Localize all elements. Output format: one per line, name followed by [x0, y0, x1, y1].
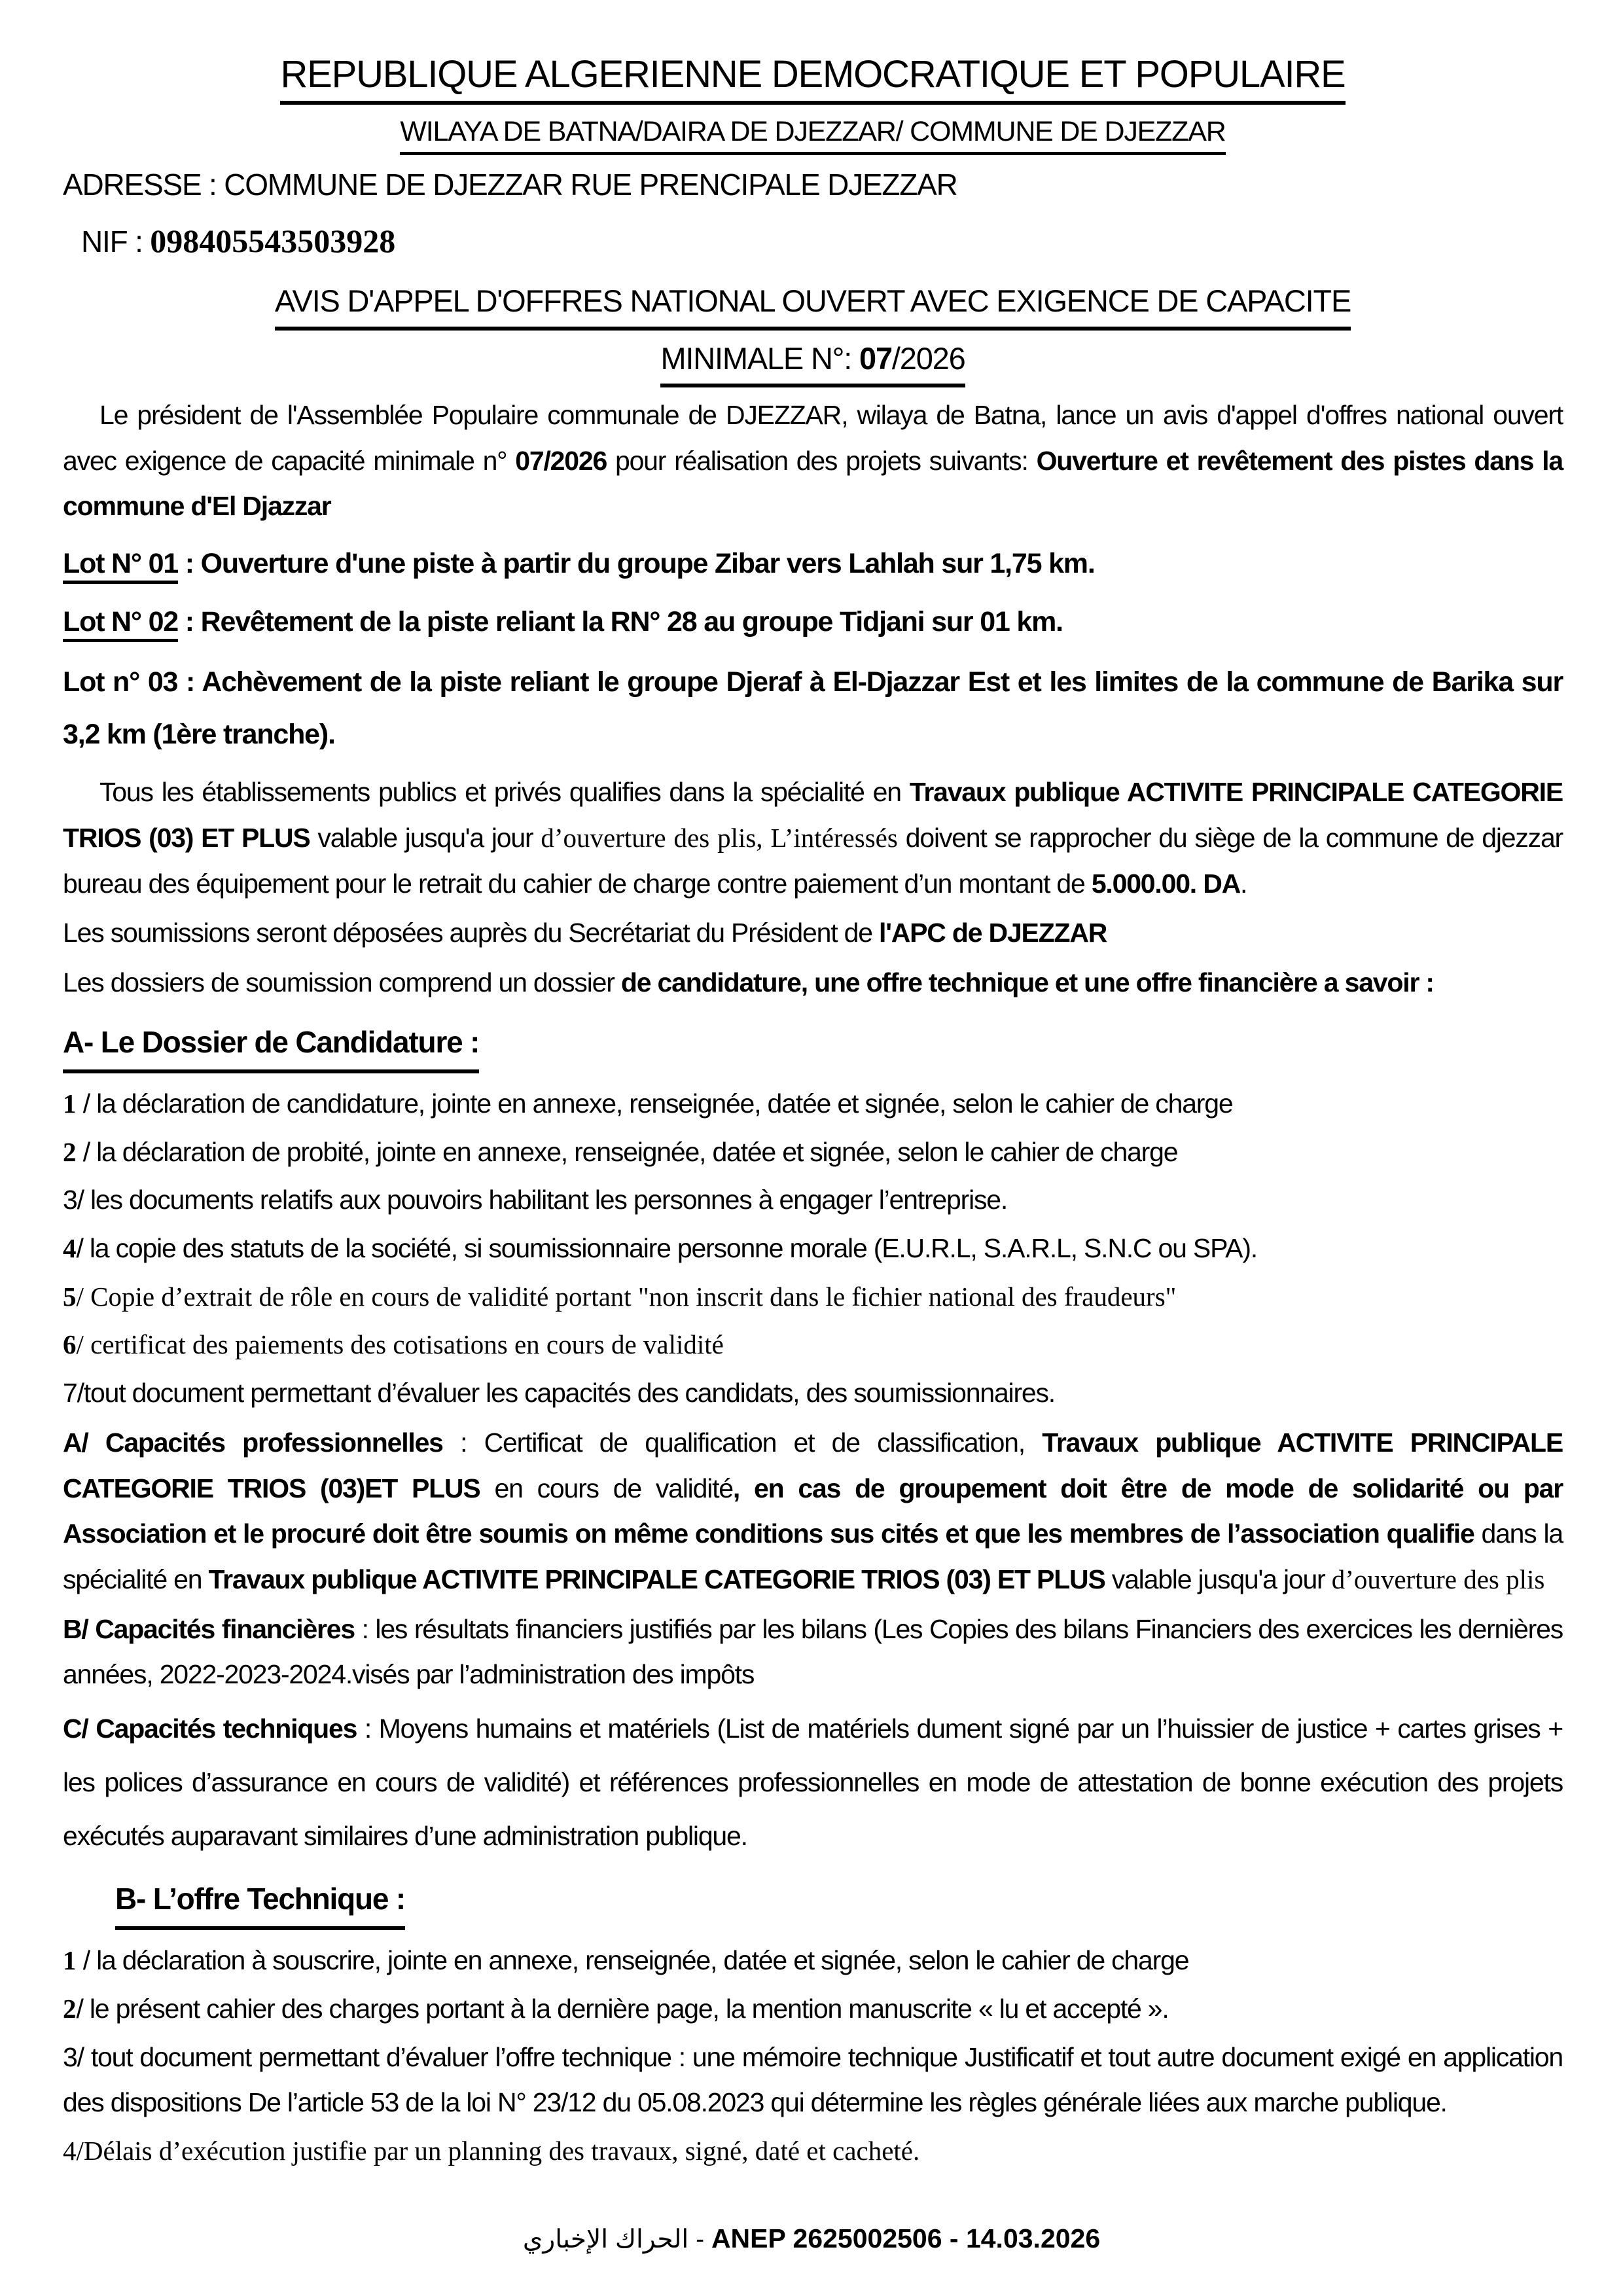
- doc-title: [63, 51, 1563, 105]
- doc-subtitle-text: WILAYA DE BATNA/DAIRA DE DJEZZAR/ COMMUNE DE DJEZZAR: [400, 114, 1225, 156]
- section-a-heading: [63, 1016, 1563, 1073]
- text-segment: 7/tout document permettant d’évaluer les capacités des candidats, des soumissionnaires.: [63, 1378, 1056, 1408]
- candidature-item-5: [63, 1274, 1563, 1320]
- text-segment: -: [688, 2225, 711, 2254]
- text-segment: 07/2026: [515, 445, 607, 476]
- text-segment: Travaux publique ACTIVITE PRINCIPALE CATEGORIE TRIOS (03) ET PLUS: [63, 777, 1563, 853]
- notice-title-line2-text: [660, 336, 965, 388]
- text-segment: Travaux publique ACTIVITE PRINCIPALE CATEGORIE TRIOS (03)ET PLUS: [63, 1427, 1563, 1503]
- professional-capacities-paragraph: [63, 1420, 1563, 1603]
- nif-label: NIF :: [81, 224, 151, 259]
- technical-capacities-paragraph: [63, 1702, 1563, 1863]
- text-segment: Lot N° 02: [63, 606, 178, 642]
- nif-value: 098405543503928: [150, 223, 396, 260]
- section-a-heading-text: A- Le Dossier de Candidature :: [63, 1016, 479, 1073]
- lot-03-paragraph: [63, 656, 1563, 761]
- text-segment: dans la spécialité en: [63, 1518, 1563, 1594]
- candidature-item-7: [63, 1371, 1563, 1416]
- text-segment: /2026: [891, 340, 965, 376]
- text-segment: valable jusqu'a jour: [310, 823, 541, 853]
- text-segment: 6: [63, 1329, 77, 1360]
- technical-offer-item-4: [63, 2128, 1563, 2174]
- text-segment: : Certificat de qualification et de classification,: [442, 1427, 1043, 1458]
- text-segment: valable jusqu'a jour: [1105, 1564, 1332, 1594]
- technical-offer-item-2: [63, 1986, 1563, 2032]
- text-segment: 4: [63, 1233, 77, 1264]
- text-segment: Tous les établissements publics et privés qualifies dans la spécialité en: [99, 777, 910, 808]
- financial-capacities-paragraph: [63, 1607, 1563, 1698]
- text-segment: Les dossiers de soumission comprend un dossier: [63, 967, 621, 998]
- candidature-item-1: [63, 1081, 1563, 1127]
- text-segment: / le présent cahier des charges portant à la dernière page, la mention manuscrite « lu et accepté ».: [76, 1993, 1169, 2024]
- text-segment: C/ Capacités techniques: [63, 1713, 357, 1744]
- text-segment: 3/ les documents relatifs aux pouvoirs habilitant les personnes à engager l’entreprise.: [63, 1185, 1008, 1215]
- text-segment: doivent se rapprocher du siège de la commune de djezzar bureau des équipement pour le retrait du cahier de charge contre paiement d’un montant de: [63, 823, 1563, 899]
- text-segment: Ouverture et revêtement des pistes dans la commune d'El Djazzar: [63, 445, 1563, 522]
- text-segment: : les résultats financiers justifiés par les bilans (Les Copies des bilans Financiers des exercices les dernières années, 2022-2023-2024.visés par l’administration des impôts: [63, 1613, 1563, 1690]
- text-segment: : Ouverture d'une piste à partir du groupe Zibar vers Lahlah sur 1,75 km.: [178, 548, 1095, 580]
- text-segment: / la déclaration de candidature, jointe en annexe, renseignée, datée et signée, selon le cahier de charge: [76, 1088, 1233, 1119]
- eligibility-paragraph: [63, 770, 1563, 906]
- text-segment: 5: [63, 1281, 77, 1312]
- text-segment: 2: [63, 1136, 77, 1167]
- text-segment: Lot n° 03 : Achèvement de la piste reliant le groupe Djeraf à El-Djazzar Est et les limites de la commune de Barika sur 3,2 km (1ère tranche).: [63, 666, 1563, 750]
- technical-offer-item-1: [63, 1938, 1563, 1984]
- text-segment: 3/ tout document permettant d’évaluer l’offre technique : une mémoire technique Justificatif et tout autre document exigé en application des dispositions De l’article 53 de la loi N° 23/12 du 05.08.2023 qui détermine les règles générale liées aux marche publique.: [63, 2041, 1563, 2118]
- text-segment: .: [1240, 868, 1247, 899]
- text-segment: / certificat des paiements des cotisations en cours de validité: [76, 1329, 724, 1360]
- text-segment: 5.000.00. DA: [1091, 868, 1241, 899]
- text-segment: : Moyens humains et matériels (List de matériels dument signé par un l’huissier de justice + cartes grises + les polices d’assurance en cours de validité) et références professionnelles en mode de attestation de bonne exécution des projets exécutés auparavant similaires d’une administration publique.: [63, 1713, 1563, 1851]
- notice-title-line2: [63, 336, 1563, 388]
- text-segment: d’ouverture des plis: [1331, 1564, 1545, 1594]
- section-b-heading-text: B- L’offre Technique :: [115, 1873, 405, 1930]
- text-segment: A/ Capacités professionnelles: [63, 1427, 443, 1458]
- text-segment: Lot N° 01: [63, 548, 178, 584]
- text-segment: Les soumissions seront déposées auprès du Secrétariat du Président de: [63, 918, 879, 948]
- candidature-item-6: [63, 1322, 1563, 1368]
- dossier-paragraph: [63, 960, 1563, 1006]
- notice-title-line1-text: AVIS D'APPEL D'OFFRES NATIONAL OUVERT AVEC EXIGENCE DE CAPACITE: [275, 278, 1351, 331]
- text-segment: 07: [859, 340, 892, 376]
- text-segment: ANEP 2625002506 - 14.03.2026: [711, 2223, 1101, 2254]
- nif-line: [63, 213, 1563, 269]
- candidature-item-2: [63, 1130, 1563, 1175]
- address-line: ADRESSE : COMMUNE DE DJEZZAR RUE PRENCIPALE DJEZZAR: [63, 168, 957, 202]
- lot-02-line: [63, 598, 1563, 646]
- text-segment: l'APC de DJEZZAR: [879, 918, 1107, 948]
- doc-subtitle: [63, 114, 1563, 156]
- text-segment: Le président de l'Assemblée Populaire communale de DJEZZAR, wilaya de Batna, lance un avis d'appel d'offres national ouvert avec exigence de capacité minimale n°: [63, 400, 1563, 476]
- text-segment: Travaux publique ACTIVITE PRINCIPALE CATEGORIE TRIOS (03) ET PLUS: [208, 1564, 1105, 1594]
- text-segment: B/ Capacités financières: [63, 1613, 355, 1644]
- doc-title-text: REPUBLIQUE ALGERIENNE DEMOCRATIQUE ET POPULAIRE: [280, 51, 1345, 105]
- text-segment: 1: [63, 1088, 77, 1119]
- footer-anep-line: [0, 2216, 1623, 2262]
- text-segment: MINIMALE N°:: [660, 340, 859, 376]
- text-segment: pour réalisation des projets suivants:: [607, 445, 1037, 476]
- submission-paragraph: [63, 910, 1563, 956]
- notice-title-line1: [63, 278, 1563, 331]
- text-segment: / la déclaration à souscrire, jointe en annexe, renseignée, datée et signée, selon le cahier de charge: [76, 1945, 1189, 1976]
- text-segment: en cours de validité: [480, 1473, 733, 1503]
- lot-01-line: [63, 540, 1563, 588]
- text-segment: / Copie d’extrait de rôle en cours de validité portant "non inscrit dans le fichier national des fraudeurs": [76, 1281, 1177, 1312]
- intro-paragraph: [63, 393, 1563, 529]
- technical-offer-item-3: [63, 2035, 1563, 2126]
- text-segment: الحراك الإخباري: [522, 2225, 689, 2254]
- candidature-item-4: [63, 1226, 1563, 1272]
- text-segment: , en cas de groupement doit être de mode de solidarité ou par Association et le procuré doit être soumis on même conditions sus cités et que les membres de l’association qualifie: [63, 1473, 1563, 1549]
- candidature-item-3: [63, 1177, 1563, 1223]
- text-segment: : Revêtement de la piste reliant la RN° 28 au groupe Tidjani sur 01 km.: [178, 606, 1063, 638]
- text-segment: 4/Délais d’exécution justifie par un planning des travaux, signé, daté et cacheté.: [63, 2135, 920, 2166]
- text-segment: / la copie des statuts de la société, si soumissionnaire personne morale (E.U.R.L, S.A.R.L, S.N.C ou SPA).: [76, 1233, 1257, 1264]
- text-segment: / la déclaration de probité, jointe en annexe, renseignée, datée et signée, selon le cahier de charge: [76, 1136, 1178, 1167]
- text-segment: d’ouverture des plis, L’intéressés: [541, 823, 906, 853]
- section-b-heading: [115, 1873, 1563, 1930]
- text-segment: 2: [63, 1993, 77, 2024]
- text-segment: de candidature, une offre technique et une offre financière a savoir :: [620, 967, 1434, 998]
- text-segment: 1: [63, 1945, 77, 1976]
